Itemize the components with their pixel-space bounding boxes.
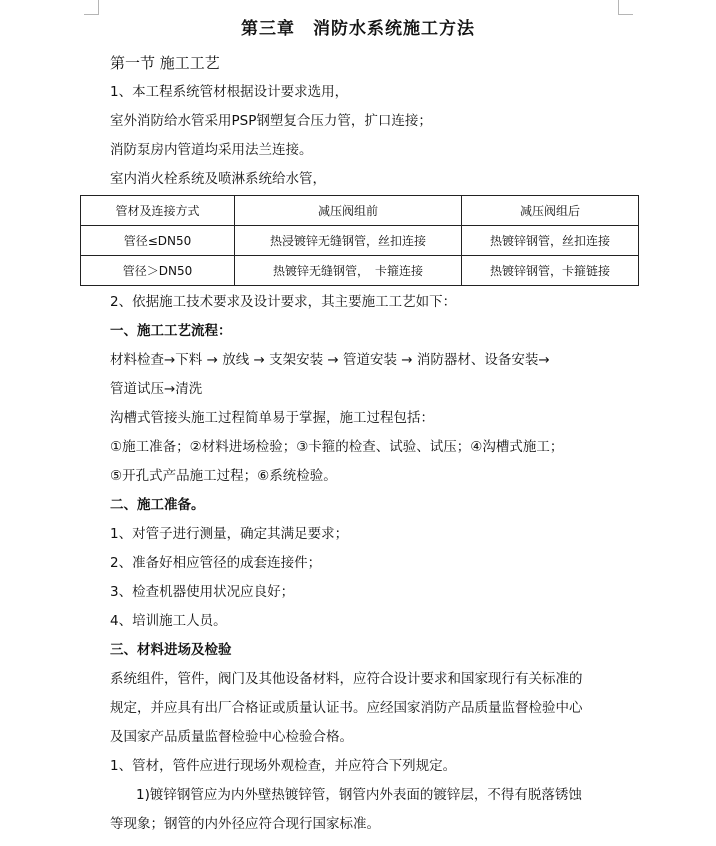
pipe-spec-table <box>80 195 639 286</box>
item-1a: 1)镀锌钢管应为内外壁热镀锌管，钢管内外表面的镀锌层，不得有脱落锈蚀 <box>136 787 582 803</box>
prep-item-4: 4、培训施工人员。 <box>110 613 227 629</box>
material-line-3: 及国家产品质量监督检验中心检验合格。 <box>110 729 353 745</box>
chapter-title: 第三章 消防水系统施工方法 <box>241 19 475 39</box>
table-row <box>81 226 639 256</box>
item-1b: 等现象；钢管的内外径应符合现行国家标准。 <box>110 816 380 832</box>
intro-line-4: 室内消火栓系统及喷淋系统给水管， <box>110 171 326 187</box>
flow-line-2: 管道试压→清洗 <box>110 381 203 397</box>
intro-line-2: 室外消防给水管采用PSP钢塑复合压力管，扩口连接； <box>110 113 432 129</box>
table-cell: 管径＞DN50 <box>81 256 235 286</box>
groove-steps-1: ①施工准备；②材料进场检验；③卡箍的检查、试验、试压；④沟槽式施工； <box>110 439 564 455</box>
table-cell: 热镀锌钢管，卡箍链接 <box>462 256 639 286</box>
table-cell: 热浸镀锌无缝钢管，丝扣连接 <box>235 226 462 256</box>
table-cell: 热镀锌钢管，丝扣连接 <box>462 226 639 256</box>
section-heading: 第一节 施工工艺 <box>110 54 220 72</box>
heading-process-flow: 一、施工工艺流程： <box>110 323 232 339</box>
page-corner-mark-right <box>618 0 633 15</box>
table-row <box>81 256 639 286</box>
table-header-row <box>81 196 639 226</box>
table-header-cell: 管材及连接方式 <box>81 196 235 226</box>
prep-item-3: 3、检查机器使用状况应良好； <box>110 584 295 600</box>
material-line-2: 规定，并应具有出厂合格证或质量认证书。应经国家消防产品质量监督检验中心 <box>110 700 583 716</box>
heading-material-inspection: 三、材料进场及检验 <box>110 642 232 658</box>
table-cell: 热镀锌无缝钢管， 卡箍连接 <box>235 256 462 286</box>
page-corner-mark-left <box>84 0 99 15</box>
intro-line-3: 消防泵房内管道均采用法兰连接。 <box>110 142 313 158</box>
flow-line-1: 材料检查→下料 → 放线 → 支架安装 → 管道安装 → 消防器材、设备安装→ <box>110 352 550 368</box>
prep-item-2: 2、准备好相应管径的成套连接件； <box>110 555 322 571</box>
table-cell: 管径≤DN50 <box>81 226 235 256</box>
intro-line-1: 1、本工程系统管材根据设计要求选用， <box>110 84 349 100</box>
material-line-4: 1、管材，管件应进行现场外观检查，并应符合下列规定。 <box>110 758 457 774</box>
groove-intro: 沟槽式管接头施工过程简单易于掌握，施工过程包括： <box>110 410 434 426</box>
prep-item-1: 1、对管子进行测量，确定其满足要求； <box>110 526 349 542</box>
heading-preparation: 二、施工准备。 <box>110 497 205 513</box>
table-header-cell: 减压阀组后 <box>462 196 639 226</box>
document-page <box>110 14 610 839</box>
table-header-cell: 减压阀组前 <box>235 196 462 226</box>
groove-steps-2: ⑤开孔式产品施工过程；⑥系统检验。 <box>110 468 337 484</box>
paragraph-2: 2、依据施工技术要求及设计要求，其主要施工工艺如下： <box>110 294 457 310</box>
material-line-1: 系统组件，管件，阀门及其他设备材料，应符合设计要求和国家现行有关标准的 <box>110 671 583 687</box>
